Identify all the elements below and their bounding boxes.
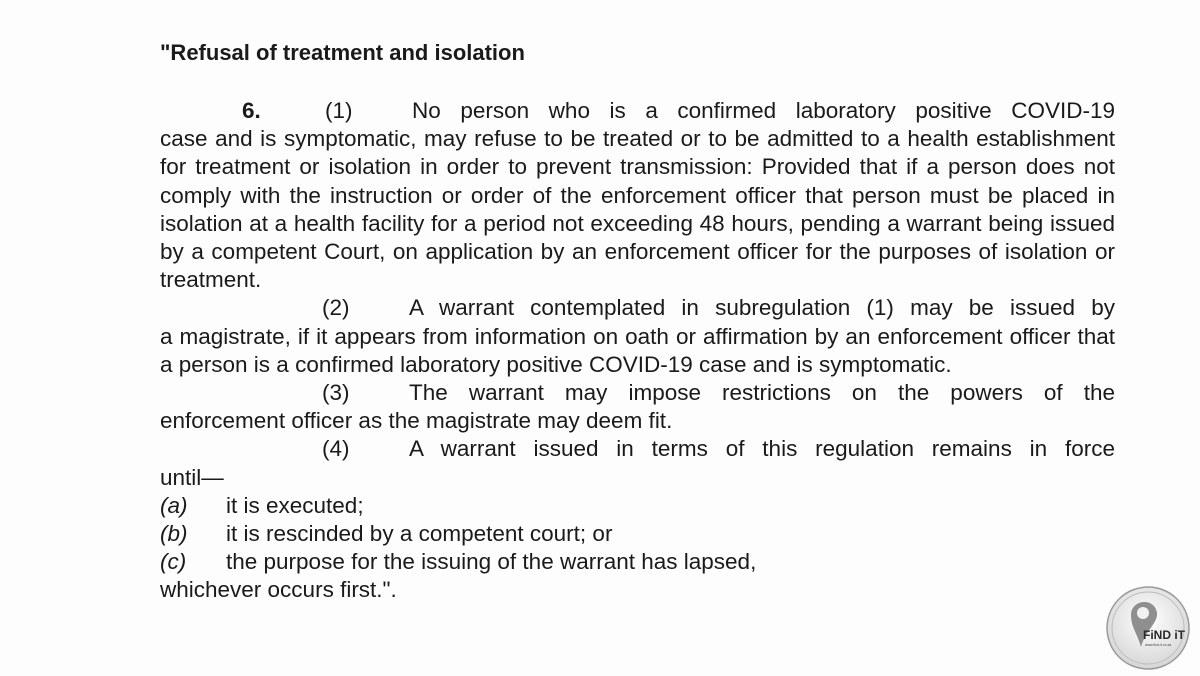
map-pin-logo-icon: [1105, 585, 1191, 671]
item-text: it is executed;: [226, 492, 364, 518]
subregulation-text: No person who is a confirmed laboratory positive COVID-19: [412, 98, 1115, 123]
subregulation-text: The warrant may impose restrictions on the powers of the: [409, 380, 1115, 406]
subregulation-1-body: case and is symptomatic, may refuse to be treated or to be admitted to a health establishment for treatment or isolation in order to prevent transmission: Provided that if a person does not comply with the instruction or order of the enforcement officer that person must be placed in isolation at a health facility for a period not exceeding 48 hours, pending a warrant being issued by a competent Court, on application by an enforcement officer for the purposes of isolation or treatment.: [160, 126, 1115, 293]
subregulation-text: A warrant contemplated in subregulation (1) may be issued by: [409, 295, 1115, 321]
subregulation-3-first-line: [160, 379, 1115, 407]
subregulation-label: (1): [325, 98, 353, 123]
list-item: [160, 492, 1115, 520]
regulation-number: 6.: [242, 98, 261, 123]
closing-line: whichever occurs first.".: [160, 577, 397, 603]
regulation-body: [160, 97, 1115, 605]
subregulation-3-body: enforcement officer as the magistrate may deem fit.: [160, 408, 673, 434]
watermark-url: www.find-it.co.za: [1145, 643, 1172, 647]
item-letter: (b): [160, 521, 188, 547]
item-letter: (a): [160, 492, 188, 518]
subregulation-label: (4): [322, 436, 350, 462]
subregulation-text: A warrant issued in terms of this regulation remains in force: [409, 436, 1115, 462]
item-text: the purpose for the issuing of the warrant has lapsed,: [226, 549, 757, 575]
subregulation-4-first-line: [160, 435, 1115, 463]
list-item: [160, 520, 1115, 548]
subregulation-2-first-line: [160, 294, 1115, 322]
find-it-watermark-logo: [1105, 585, 1191, 671]
subregulation-label: (3): [322, 380, 350, 406]
watermark-brand: FiND iT: [1143, 628, 1185, 642]
subregulation-4-body: until—: [160, 464, 224, 490]
subregulation-1-first-line: [160, 97, 1115, 125]
section-heading: "Refusal of treatment and isolation: [160, 40, 525, 65]
item-text: it is rescinded by a competent court; or: [226, 521, 613, 547]
subregulation-label: (2): [322, 295, 350, 321]
item-letter: (c): [160, 549, 187, 575]
subregulation-2-body: a magistrate, if it appears from information on oath or affirmation by an enforcement officer that a person is a confirmed laboratory positive COVID-19 case and is symptomatic.: [160, 323, 1115, 377]
list-item: [160, 548, 1115, 576]
